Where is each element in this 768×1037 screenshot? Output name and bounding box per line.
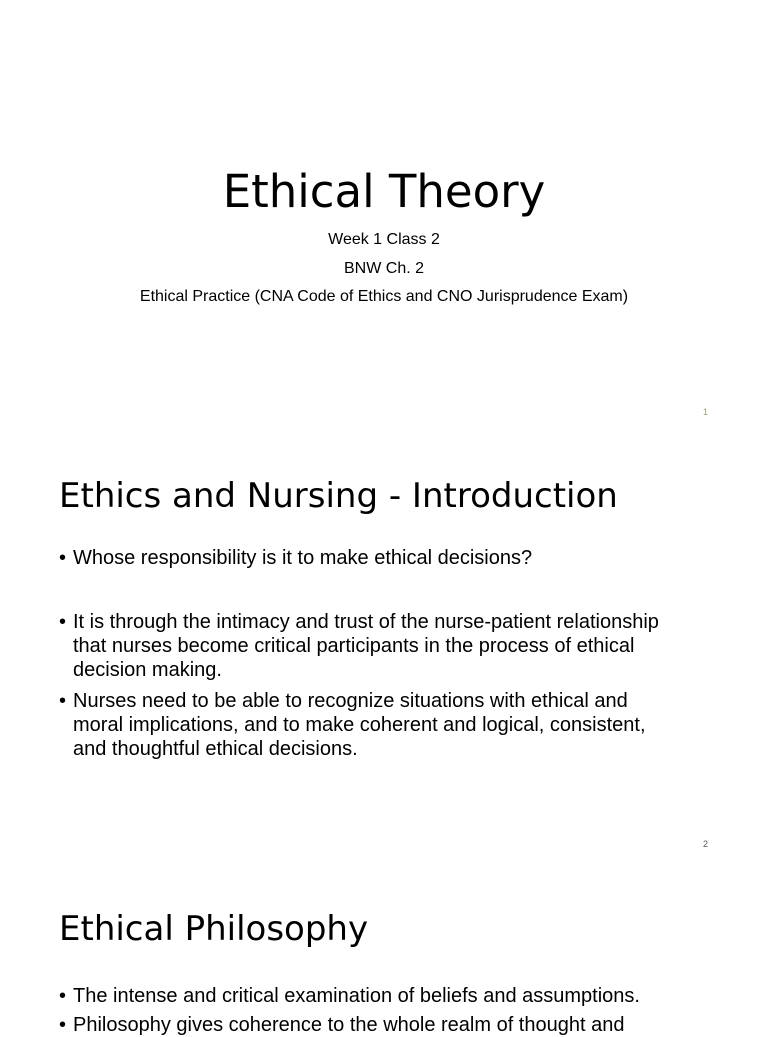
bullet-text: Philosophy gives coherence to the whole realm of thought and [73, 1014, 625, 1036]
slide-2 [0, 432, 768, 864]
slide-number: 1 [702, 407, 708, 417]
subtitle-line-chapter: BNW Ch. 2 [343, 259, 424, 277]
bullet-icon: • [59, 1014, 67, 1036]
bullet-icon: • [59, 547, 67, 569]
bullet-text: Whose responsibility is it to make ethical decisions? [73, 547, 533, 569]
subtitle-line-practice: Ethical Practice (CNA Code of Ethics and CNO Jurisprudence Exam) [139, 288, 629, 305]
bullet-icon: • [59, 611, 67, 633]
bullet-text: The intense and critical examination of beliefs and assumptions. [73, 985, 640, 1007]
slide-number: 2 [702, 839, 708, 849]
bullet-list [59, 984, 659, 1037]
slide-title: Ethics and Nursing - Introduction [59, 476, 618, 516]
list-item [59, 610, 659, 682]
bullet-text: It is through the intimacy and trust of the nurse-patient relationship that nurses become critical participants in the process of ethical decision making. [73, 611, 659, 681]
subtitle-line-week: Week 1 Class 2 [328, 231, 440, 248]
list-item [59, 1013, 659, 1037]
slide-1 [0, 0, 768, 432]
slide-title: Ethical Theory [222, 165, 546, 218]
bullet-list [59, 546, 659, 761]
bullet-icon: • [59, 985, 67, 1007]
slide-subtitle [0, 229, 768, 315]
bullet-text: Nurses need to be able to recognize situations with ethical and moral implications, and to make coherent and logical, consistent, and thoughtful ethical decisions. [73, 690, 646, 760]
list-item [59, 546, 659, 570]
slide-3 [0, 864, 768, 1036]
list-item [59, 984, 659, 1008]
slide-title: Ethical Philosophy [59, 909, 369, 949]
bullet-icon: • [59, 690, 67, 712]
list-item [59, 689, 659, 761]
